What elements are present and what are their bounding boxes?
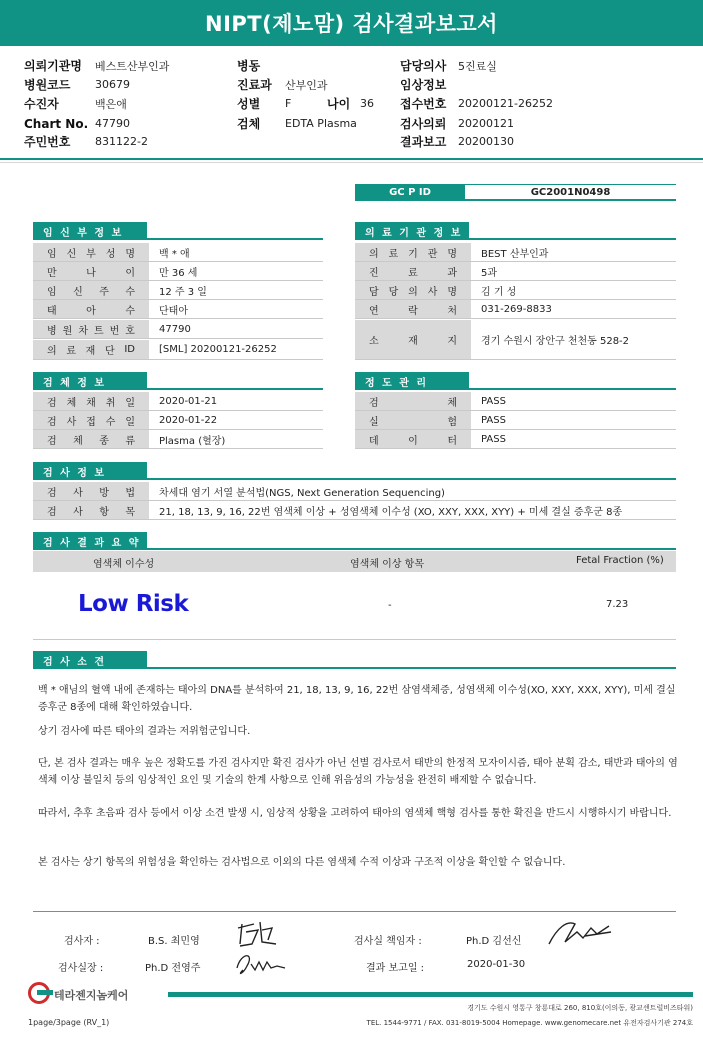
header-value: [95, 94, 127, 113]
risk-result: Low Risk: [78, 591, 189, 617]
header-label-text: 임상정보: [400, 78, 447, 92]
table-row: [33, 281, 323, 300]
row-value: 백 * 애: [159, 248, 190, 260]
row-label-char: 검: [369, 397, 379, 409]
header-label: [237, 75, 272, 94]
header-label-text: 진료과: [237, 78, 272, 92]
header-value: [95, 75, 130, 94]
row-label-char: 재: [408, 336, 418, 347]
row-label-char: 부: [86, 248, 96, 260]
table-row: [355, 243, 676, 262]
row-value: 21, 18, 13, 9, 16, 22번 염색체 이상 + 성염색체 이수성 (XO, XXY, XXX, XYY) + 미세 결실 증후군 8종: [159, 506, 623, 518]
header-value: [95, 132, 148, 151]
row-label-char: 일: [125, 416, 135, 428]
table-row: [33, 411, 323, 430]
row-label-char: 주: [99, 286, 109, 298]
findings-paragraph: 본 검사는 상기 항목의 위험성을 확인하는 검사법으로 이외의 다른 염색체 수적 이상과 구조적 이상을 확인할 수 없습니다.: [38, 857, 566, 868]
row-value: 단태아: [159, 305, 188, 317]
findings-paragraph: 단, 본 검사 결과는 매우 높은 정확도를 가진 검사지만 확진 검사가 아닌 선별 검사로서 태반의 한정적 모자이시즘, 태아 분획 감소, 태반과 태아의 염색체 이상 불일치 등의 임상적인 요인 및 기술의 한계 사항으로 인해 위음성의 가능성을 완전히 배제할 수 없습니다.: [38, 758, 678, 786]
row-label-char: 이: [408, 435, 418, 447]
row-label-char: 성: [105, 248, 116, 260]
header-value: [458, 56, 497, 75]
header-value: [458, 114, 514, 133]
row-label-char: 체: [73, 435, 83, 447]
row-label: [355, 320, 471, 359]
table-row: [33, 300, 323, 319]
row-label-char: 검: [47, 397, 57, 409]
row-label-char: 일: [125, 397, 135, 409]
page-number: 1page/3page (RV_1): [28, 1018, 110, 1027]
row-label-char: 지: [447, 336, 457, 347]
table-row: [355, 262, 676, 281]
header-label-text: 결과보고: [400, 135, 447, 149]
age-label: [327, 94, 350, 113]
specimen-title: 검 체 정 보: [33, 372, 147, 390]
row-label-char: 태: [47, 305, 57, 317]
row-label-char: 락: [408, 305, 418, 317]
header-label: [400, 114, 446, 133]
row-label-char: 사: [427, 286, 438, 298]
header-label: [400, 56, 446, 75]
row-label-char: 의: [369, 248, 379, 260]
row-label: [33, 320, 149, 338]
summary-line: [147, 548, 676, 550]
row-label-char: 종: [99, 435, 109, 447]
row-value: 031-269-8833: [481, 303, 552, 315]
summary-title: 검 사 결 과 요 약: [33, 532, 147, 550]
header-label-text: 병동: [237, 59, 261, 73]
header-value: [95, 56, 169, 75]
company-logo-bar: [37, 990, 53, 995]
row-label-char: 나: [86, 267, 96, 279]
row-label-char: 수: [125, 305, 135, 317]
row-value: 5과: [481, 267, 498, 279]
row-label-char: 신: [73, 286, 83, 298]
company-name: 테라젠지놈케어: [54, 989, 129, 1002]
row-label-char: 터: [447, 435, 457, 447]
director-name: Ph.D 전영주: [145, 963, 201, 974]
row-label: [355, 281, 471, 299]
row-label-char: 단: [104, 346, 115, 357]
header-value-text: 30679: [95, 78, 130, 91]
row-label: [33, 243, 149, 261]
row-label-char: 진: [369, 267, 379, 279]
summary-header-abnormal: 염색체 이상 항목: [350, 559, 424, 570]
header-label: [24, 132, 70, 151]
header-value-text: 백은애: [95, 97, 127, 111]
findings-paragraph: 따라서, 추후 초음파 검사 등에서 이상 소견 발생 시, 임상적 상황을 고려하여 태아의 염색체 핵형 검사를 통한 확진을 반드시 시행하시기 바랍니다.: [38, 808, 672, 819]
header-divider: [0, 158, 703, 160]
row-label-char: 과: [447, 267, 457, 279]
fetal-fraction-value: 7.23: [606, 599, 629, 610]
pregnancy-line: [147, 238, 323, 240]
row-label-char: 수: [125, 286, 135, 298]
table-row: [33, 243, 323, 262]
row-label-char: 료: [408, 267, 418, 279]
table-row: [355, 281, 676, 300]
row-value: 12 주 3 일: [159, 286, 207, 298]
row-value: 차세대 염기 서열 분석법(NGS, Next Generation Sequencing): [159, 487, 445, 499]
table-row: [355, 430, 676, 449]
row-value: PASS: [481, 395, 506, 407]
row-label: [33, 262, 149, 280]
table-row: [355, 392, 676, 411]
row-label-char: 항: [99, 506, 109, 518]
row-label-char: 검: [47, 506, 57, 518]
table-row: [33, 430, 323, 449]
gcp-label: GC P ID: [355, 184, 465, 201]
row-label: [33, 392, 149, 410]
row-label-char: 재: [85, 346, 96, 357]
row-label-char: 호: [125, 325, 135, 337]
header-label: [24, 75, 70, 94]
footer-address: 경기도 수원시 영통구 창룡대로 260, 810호(이의동, 광교센트럴비즈타워): [467, 1004, 693, 1012]
row-label-char: 방: [99, 487, 109, 499]
director-label: 검사실장 :: [58, 963, 104, 974]
table-row: [33, 340, 323, 360]
row-label: [33, 340, 149, 359]
header-label: [24, 56, 82, 75]
row-label-char: 담: [369, 286, 379, 298]
header-value-text: 20200121: [458, 117, 514, 130]
row-label-char: 목: [125, 506, 135, 518]
row-label-char: 명: [447, 248, 457, 260]
row-label-char: 체: [66, 397, 77, 409]
header-value-text: 20200121-26252: [458, 97, 553, 110]
row-label: [355, 392, 471, 410]
table-row: [33, 320, 323, 339]
row-label-char: 검: [47, 435, 57, 447]
row-label-char: 명: [125, 248, 135, 260]
findings-title: 검 사 소 견: [33, 651, 147, 669]
row-value: Plasma (혈장): [159, 435, 226, 447]
findings-paragraph: 백 * 애님의 혈액 내에 존재하는 태아의 DNA를 분석하여 21, 18, 13, 9, 16, 22번 삼염색체증, 성염색체 이수성(XO, XXY, XXX, XYY), 미세 결실 증후군 8종에 대해 확인하였습니다.: [38, 685, 676, 713]
row-label-char: 사: [66, 416, 77, 428]
header-label: [400, 132, 446, 151]
signature-divider: [33, 911, 676, 912]
header-label-text: 주민번호: [24, 135, 71, 149]
abnormal-items-value: -: [388, 600, 392, 611]
table-row: [355, 411, 676, 430]
row-value: [SML] 20200121-26252: [159, 344, 277, 355]
row-label-char: 번: [109, 325, 120, 337]
row-label-char: 검: [47, 487, 57, 499]
report-title: NIPT(제노맘) 검사결과보고서: [0, 0, 703, 46]
row-value: 2020-01-21: [159, 395, 218, 407]
table-row: [33, 482, 676, 501]
specimen-line: [147, 388, 323, 390]
row-label-char: 험: [447, 416, 457, 428]
row-label-char: 당: [388, 286, 399, 298]
row-value: 47790: [159, 323, 191, 335]
summary-header-aneuploidy: 염색체 이수성: [93, 559, 155, 570]
row-label-char: 데: [369, 435, 379, 447]
age-label-text: 나이: [327, 97, 351, 111]
header-label: [24, 94, 59, 113]
header-value: [285, 94, 291, 113]
row-label-char: 의: [47, 346, 57, 357]
header-value-text: 5진료실: [458, 59, 497, 73]
test-line: [147, 478, 676, 480]
row-label-char: 사: [73, 487, 83, 499]
header-value: [285, 75, 328, 94]
examiner-label: 검사자 :: [64, 936, 100, 947]
row-label-char: 료: [388, 248, 399, 260]
row-label: [355, 262, 471, 280]
responsible-name: Ph.D 김선신: [466, 936, 522, 947]
header-value-text: F: [285, 97, 292, 110]
header-label: [24, 114, 88, 133]
header-value-text: 47790: [95, 117, 130, 130]
row-label-char: 소: [369, 336, 379, 347]
responsible-signature: [545, 914, 615, 950]
table-row: [33, 262, 323, 281]
header-label: [237, 114, 260, 133]
row-label-char: 연: [369, 305, 379, 317]
row-label-char: 명: [447, 286, 457, 298]
row-value: PASS: [481, 433, 506, 445]
row-label-char: 실: [369, 416, 379, 428]
header-label: [237, 94, 260, 113]
qc-title: 정 도 관 리: [355, 372, 469, 390]
header-value-text: 831122-2: [95, 135, 148, 148]
header-label-text: 수진자: [24, 97, 59, 111]
row-value: 만 36 세: [159, 267, 198, 279]
summary-header-ff: Fetal Fraction (%): [576, 555, 664, 566]
footer-bar: [168, 992, 693, 997]
header-label: [400, 94, 446, 113]
row-label-char: ID: [124, 344, 135, 355]
qc-line: [469, 388, 676, 390]
test-title: 검 사 정 보: [33, 462, 147, 480]
row-label: [355, 243, 471, 261]
row-label-char: 취: [105, 397, 116, 409]
footer-contact: TEL. 1544-9771 / FAX. 031-8019-5004 Homepage. www.genomecare.net 유전자검사기관 274호: [366, 1019, 693, 1027]
header-label-text: 검체: [237, 117, 261, 131]
findings-paragraph: 상기 검사에 따른 태아의 결과는 저위험군입니다.: [38, 726, 251, 737]
row-label: [33, 411, 149, 429]
row-label: [355, 300, 471, 318]
header-value: [285, 114, 357, 133]
header-label-text: 성별: [237, 97, 261, 111]
header-label-text: 담당의사: [400, 59, 447, 73]
row-label-char: 법: [125, 487, 135, 499]
row-label: [33, 482, 149, 500]
row-label-char: 만: [47, 267, 57, 279]
responsible-label: 검사실 책임자 :: [354, 936, 422, 947]
row-label-char: 임: [47, 248, 57, 260]
header-value-text: 베스트산부인과: [95, 59, 170, 73]
director-signature: [233, 948, 293, 978]
row-label-char: 체: [447, 397, 457, 409]
header-label: [400, 75, 446, 94]
header-value-text: 20200130: [458, 135, 514, 148]
table-row: [355, 300, 676, 319]
row-label-char: 의: [408, 286, 418, 298]
row-label-char: 처: [447, 305, 457, 317]
row-value: BEST 산부인과: [481, 248, 549, 260]
row-label-char: 신: [66, 248, 77, 260]
header-value-text: EDTA Plasma: [285, 117, 357, 130]
row-label-char: 트: [93, 325, 104, 337]
report-date-label: 결과 보고일 :: [366, 963, 425, 974]
row-label-char: 료: [66, 346, 76, 357]
row-label-char: 채: [86, 397, 96, 409]
row-label: [33, 501, 149, 519]
header-label-text: Chart No.: [24, 116, 89, 131]
institution-line: [469, 238, 676, 240]
row-value: 2020-01-22: [159, 414, 218, 426]
row-label: [33, 300, 149, 318]
summary-bottom-line: [33, 639, 676, 640]
row-label-char: 접: [86, 416, 96, 428]
row-label-char: 아: [86, 305, 96, 317]
header-label-text: 의뢰기관명: [24, 59, 82, 73]
summary-header-row: [33, 551, 676, 572]
header-label-text: 접수번호: [400, 97, 447, 111]
header-value: [458, 94, 553, 113]
row-label: [33, 281, 149, 299]
row-value: PASS: [481, 414, 506, 426]
header-label-text: 검사의뢰: [400, 117, 447, 131]
table-row: [355, 320, 676, 360]
gcp-value: GC2001N0498: [465, 184, 676, 201]
row-value: 김 기 성: [481, 286, 517, 298]
examiner-name: B.S. 최민영: [148, 936, 200, 947]
row-label: [355, 430, 471, 448]
row-label-char: 관: [427, 248, 438, 260]
header-value: [95, 114, 130, 133]
row-label-char: 임: [47, 286, 57, 298]
row-label-char: 원: [62, 325, 73, 337]
row-label-char: 류: [125, 435, 135, 447]
row-label-char: 이: [125, 267, 135, 279]
row-value: 경기 수원시 장안구 천천동 528-2: [481, 336, 630, 347]
header-label: [237, 56, 260, 75]
row-label-char: 기: [408, 248, 418, 260]
age-value-text: 36: [360, 97, 374, 110]
row-label-char: 수: [105, 416, 116, 428]
header-value-text: 산부인과: [285, 78, 328, 92]
institution-title: 의 료 기 관 정 보: [355, 222, 469, 240]
findings-line: [147, 667, 676, 669]
report-date-value: 2020-01-30: [467, 959, 526, 970]
row-label: [355, 411, 471, 429]
row-label-char: 병: [47, 325, 57, 337]
header-divider-thin: [0, 162, 703, 163]
table-row: [33, 501, 676, 520]
age-value: [360, 94, 374, 113]
table-row: [33, 392, 323, 411]
row-label: [33, 430, 149, 448]
row-label-char: 사: [73, 506, 83, 518]
header-value: [458, 132, 514, 151]
pregnancy-title: 임 신 부 정 보: [33, 222, 147, 240]
row-label-char: 차: [78, 325, 88, 337]
row-label-char: 검: [47, 416, 57, 428]
header-label-text: 병원코드: [24, 78, 71, 92]
